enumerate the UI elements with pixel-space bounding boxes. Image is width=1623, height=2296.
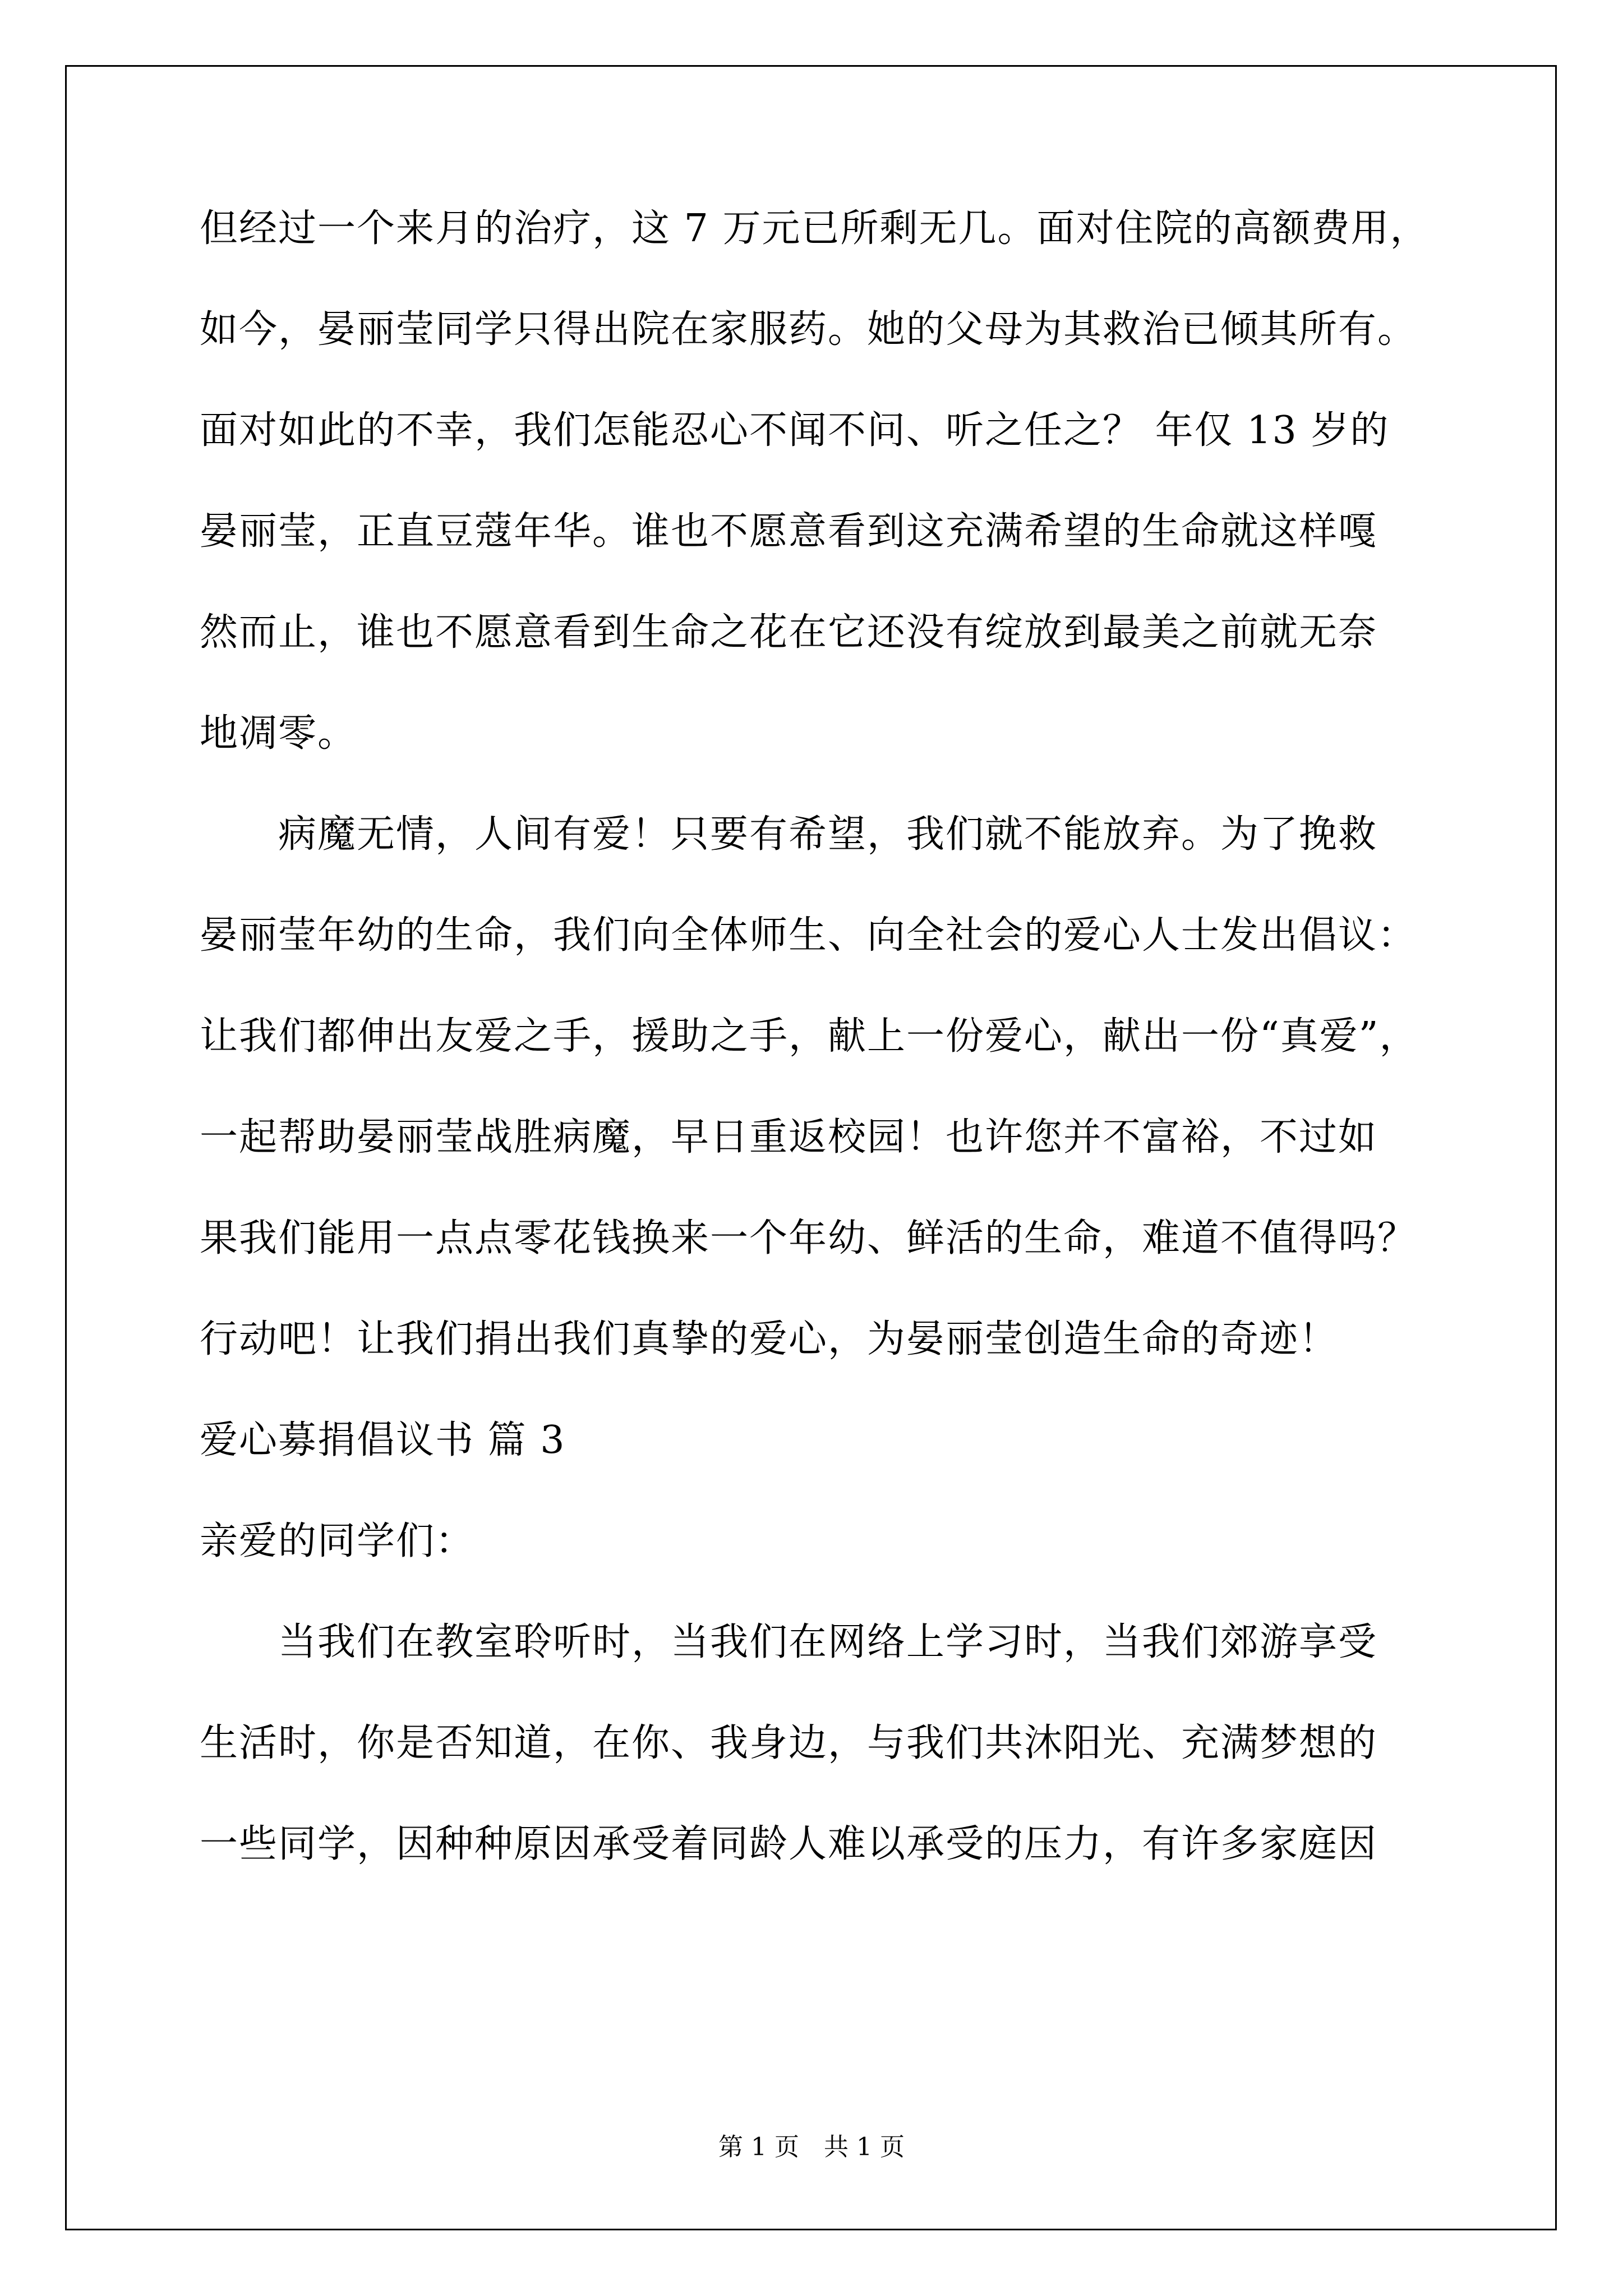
text-line: 果我们能用一点点零花钱换来一个年幼、鲜活的生命，难道不值得吗？ [200, 1216, 1417, 1260]
section-heading: 爱心募捐倡议书 篇 3 [200, 1418, 566, 1462]
text-line: 让我们都伸出友爱之手，援助之手，献上一份爱心，献出一份“真爱”， [200, 1014, 1419, 1059]
text-line: 行动吧！让我们捐出我们真挚的爱心，为晏丽莹创造生命的奇迹！ [200, 1317, 1339, 1361]
text-line: 一起帮助晏丽莹战胜病魔，早日重返校园！也许您并不富裕，不过如 [200, 1115, 1378, 1159]
page-footer: 第 1 页 共 1 页 [718, 2133, 905, 2161]
text-line: 如今，晏丽莹同学只得出院在家服药。她的父母为其救治已倾其所有。 [200, 307, 1417, 352]
text-line: 病魔无情，人间有爱！只要有希望，我们就不能放弃。为了挽救 [200, 812, 1378, 857]
text-line: 当我们在教室聆听时，当我们在网络上学习时，当我们郊游享受 [200, 1620, 1378, 1664]
text-line: 然而止，谁也不愿意看到生命之花在它还没有绽放到最美之前就无奈 [200, 610, 1378, 655]
text-line: 但经过一个来月的治疗，这 7 万元已所剩无几。面对住院的高额费用， [200, 206, 1430, 251]
text-line: 晏丽莹年幼的生命，我们向全体师生、向全社会的爱心人士发出倡议： [200, 913, 1417, 958]
text-line: 生活时，你是否知道，在你、我身边，与我们共沐阳光、充满梦想的 [200, 1721, 1378, 1765]
salutation: 亲爱的同学们： [200, 1519, 475, 1563]
text-line: 一些同学，因种种原因承受着同龄人难以承受的压力，有许多家庭因 [200, 1822, 1378, 1866]
text-line: 晏丽莹，正直豆蔻年华。谁也不愿意看到这充满希望的生命就这样嘎 [200, 509, 1378, 554]
text-line: 地凋零。 [200, 711, 357, 756]
text-line: 面对如此的不幸，我们怎能忍心不闻不问、听之任之？ 年仅 13 岁的 [200, 408, 1390, 453]
